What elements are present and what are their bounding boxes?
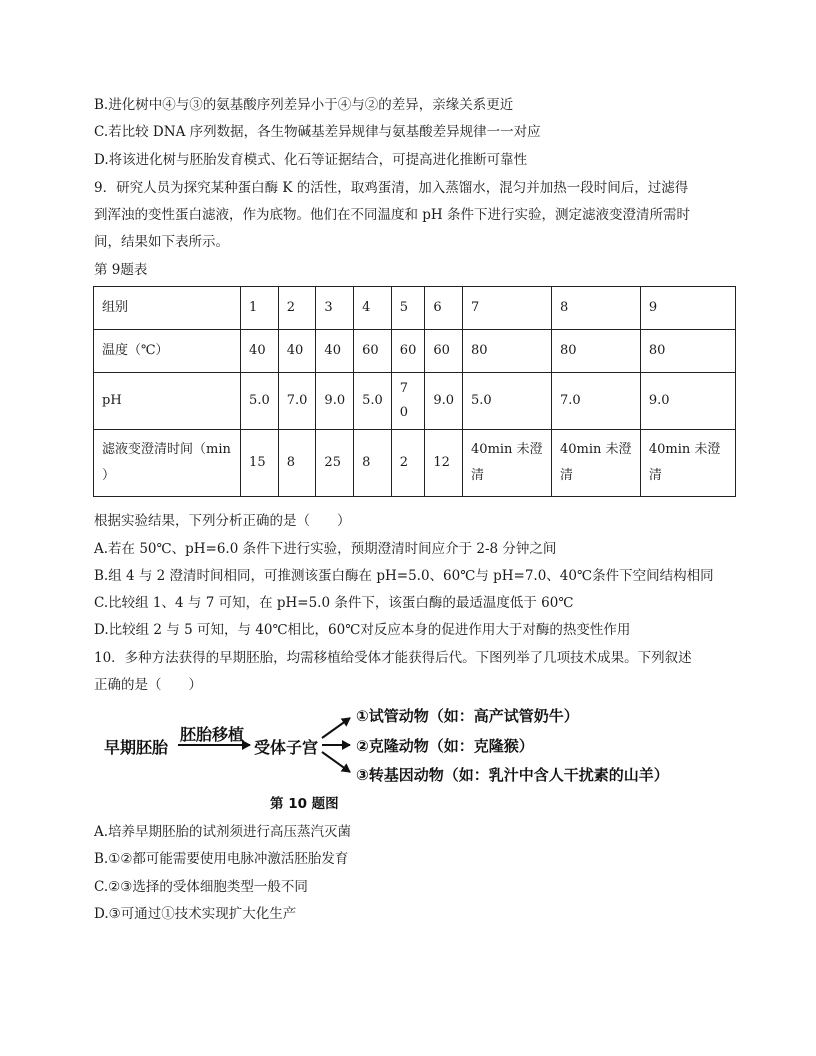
q10-option-b: B.①②都可能需要使用电脉冲激活胚胎发育 bbox=[94, 851, 349, 867]
table-cell: 5 bbox=[391, 287, 425, 330]
q8-option-d: D.将该进化树与胚胎发育模式、化石等证据结合，可提高进化推断可靠性 bbox=[94, 152, 528, 168]
table-cell: 80 bbox=[551, 330, 640, 373]
table-cell bbox=[551, 430, 640, 497]
q9-question: 根据实验结果，下列分析正确的是（ ） bbox=[94, 513, 351, 529]
table-cell bbox=[463, 430, 552, 497]
cell-line: 40min 未澄 bbox=[559, 442, 632, 457]
row-label: 温度（℃） bbox=[94, 330, 241, 373]
table-cell: 60 bbox=[354, 330, 392, 373]
row-label bbox=[94, 430, 241, 497]
table-cell: 25 bbox=[316, 430, 354, 497]
diagram-branch-1: ①试管动物（如：高产试管奶牛） bbox=[356, 707, 579, 725]
q9-stem-line2: 到浑浊的变性蛋白滤液，作为底物。他们在不同温度和 pH 条件下进行实验，测定滤液变澄清所需时 bbox=[94, 207, 690, 223]
table-cell: 2 bbox=[278, 287, 316, 330]
table-cell bbox=[640, 430, 735, 497]
q9-table-caption: 第 9题表 bbox=[94, 262, 148, 278]
cell-line: 清 bbox=[648, 468, 662, 483]
q9-option-d: D.比较组 2 与 5 可知，与 40℃相比，60℃对反应本身的促进作用大于对酶的热变性作用 bbox=[94, 622, 631, 638]
table-cell: 15 bbox=[241, 430, 279, 497]
cell-line: ） bbox=[102, 468, 116, 483]
cell-line: 清 bbox=[471, 468, 485, 483]
table-row-ph bbox=[94, 373, 736, 430]
table-cell: 60 bbox=[391, 330, 425, 373]
diagram-target: 受体子宫 bbox=[254, 738, 319, 757]
table-cell: 40 bbox=[278, 330, 316, 373]
q9-option-c: C.比较组 1、4 与 7 可知，在 pH=5.0 条件下，该蛋白酶的最适温度低于 60℃ bbox=[94, 595, 574, 611]
cell-line: 40min 未澄 bbox=[471, 442, 543, 457]
q10-stem-line1: 10．多种方法获得的早期胚胎，均需移植给受体才能获得后代。下图列举了几项技术成果。下列叙述 bbox=[94, 650, 692, 666]
row-label: 组别 bbox=[94, 287, 241, 330]
table-cell: 8 bbox=[551, 287, 640, 330]
table-cell: 7.0 bbox=[551, 373, 640, 430]
table-cell: 80 bbox=[463, 330, 552, 373]
table-cell: 7.0 bbox=[278, 373, 316, 430]
table-cell: 6 bbox=[425, 287, 463, 330]
q10-option-c: C.②③选择的受体细胞类型一般不同 bbox=[94, 879, 308, 895]
table-cell: 80 bbox=[640, 330, 735, 373]
q9-stem-line3: 间，结果如下表所示。 bbox=[94, 234, 229, 250]
row-label: pH bbox=[94, 373, 241, 430]
table-cell: 3 bbox=[316, 287, 354, 330]
table-row-group bbox=[94, 287, 736, 330]
table-cell: 8 bbox=[354, 430, 392, 497]
cell-line: 0 bbox=[399, 405, 409, 420]
q8-option-b: B.进化树中④与③的氨基酸序列差异小于④与②的差异，亲缘关系更近 bbox=[94, 97, 514, 113]
q9-option-a: A.若在 50℃、pH=6.0 条件下进行实验，预期澄清时间应介于 2-8 分钟之间 bbox=[94, 541, 557, 557]
diagram-caption: 第 10 题图 bbox=[270, 796, 339, 812]
table-cell: 8 bbox=[278, 430, 316, 497]
table-cell: 9 bbox=[640, 287, 735, 330]
table-row-temperature bbox=[94, 330, 736, 373]
diagram-branch-2: ②克隆动物（如：克隆猴） bbox=[356, 737, 534, 755]
table-cell: 12 bbox=[425, 430, 463, 497]
q9-data-table bbox=[93, 286, 736, 497]
table-cell: 7 bbox=[463, 287, 552, 330]
table-cell: 40 bbox=[316, 330, 354, 373]
branch-arrow-3 bbox=[322, 752, 350, 772]
diagram-source: 早期胚胎 bbox=[104, 738, 169, 757]
table-cell: 5.0 bbox=[354, 373, 392, 430]
q8-option-c: C.若比较 DNA 序列数据，各生物碱基差异规律与氨基酸差异规律一一对应 bbox=[94, 124, 541, 140]
diagram-branch-3: ③转基因动物（如：乳汁中含人干扰素的山羊） bbox=[356, 766, 669, 784]
table-cell: 2 bbox=[391, 430, 425, 497]
q9-option-b: B.组 4 与 2 澄清时间相同，可推测该蛋白酶在 pH=5.0、60℃与 pH=7.0、40℃条件下空间结构相同 bbox=[94, 568, 714, 584]
table-cell: 4 bbox=[354, 287, 392, 330]
table-cell: 9.0 bbox=[640, 373, 735, 430]
table-row-time bbox=[94, 430, 736, 497]
cell-line: 滤液变澄清时间（min bbox=[102, 442, 231, 457]
cell-line: 7 bbox=[399, 381, 409, 396]
q9-stem-line1: 9．研究人员为探究某种蛋白酶 K 的活性，取鸡蛋清，加入蒸馏水，混匀并加热一段时间后，过滤得 bbox=[94, 180, 689, 196]
q10-option-d: D.③可通过①技术实现扩大化生产 bbox=[94, 906, 297, 922]
table-cell: 1 bbox=[241, 287, 279, 330]
cell-line: 清 bbox=[559, 468, 573, 483]
table-cell: 40 bbox=[241, 330, 279, 373]
diagram-arrow-label: 胚胎移植 bbox=[180, 725, 245, 744]
q10-option-a: A.培养早期胚胎的试剂须进行高压蒸汽灭菌 bbox=[94, 824, 352, 840]
cell-line: 40min 未澄 bbox=[648, 442, 721, 457]
q10-stem-line2: 正确的是（ ） bbox=[94, 677, 202, 693]
table-cell: 9.0 bbox=[316, 373, 354, 430]
q10-diagram bbox=[100, 700, 700, 812]
table-cell: 9.0 bbox=[425, 373, 463, 430]
table-cell: 60 bbox=[425, 330, 463, 373]
table-cell bbox=[391, 373, 425, 430]
table-cell: 5.0 bbox=[463, 373, 552, 430]
table-cell: 5.0 bbox=[241, 373, 279, 430]
branch-arrow-1 bbox=[322, 718, 350, 738]
